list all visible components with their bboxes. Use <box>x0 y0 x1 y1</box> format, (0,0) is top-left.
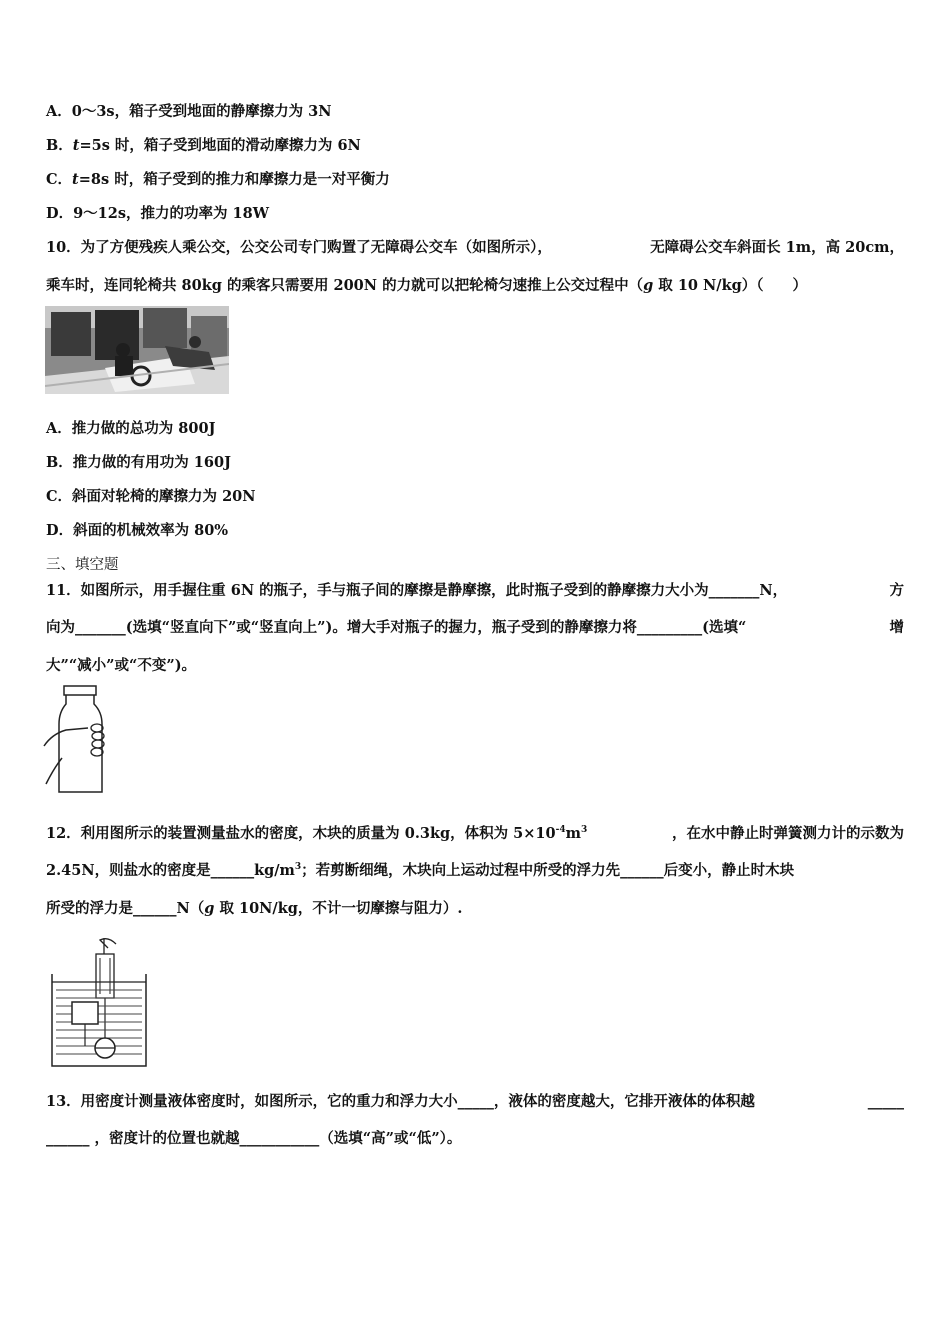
q12-stem-line1 <box>46 824 904 844</box>
q9-option-b-text: =5s 时，箱子受到地面的滑动摩擦力为 6N <box>79 137 361 154</box>
q12-stem-text-a: 12．利用图所示的装置测量盐水的密度，木块的质量为 0.3kg，体积为 5×10 <box>46 825 556 842</box>
q12-stem-line3-a: 所受的浮力是______N（ <box>46 900 205 917</box>
q9-option-c-text: =8s 时，箱子受到的推力和摩擦力是一对平衡力 <box>78 171 390 188</box>
q9-option-c-label: C． <box>46 171 73 188</box>
bottle-hand-figure <box>42 684 122 798</box>
q12-stem-line3-b: 取 10N/kg，不计一切摩擦与阻力）. <box>214 900 463 917</box>
bus-ramp-photo <box>45 306 229 394</box>
section-title: 三、填空题 <box>46 557 119 573</box>
q10-option-a: A．推力做的总功为 800J <box>46 420 216 437</box>
q10-option-d: D．斜面的机械效率为 80% <box>46 522 229 539</box>
q9-option-a: A．0～3s，箱子受到地面的静摩擦力为 3N <box>46 103 332 120</box>
q9-option-c-var: t <box>72 171 79 188</box>
q13-stem-line1-b: _____ <box>867 1093 904 1110</box>
q12-stem-line2 <box>46 861 794 881</box>
q11-stem-line1-a: 11．如图所示，用手握住重 6N 的瓶子，手与瓶子间的摩擦是静摩擦，此时瓶子受到的静摩擦力大小为_______N， <box>46 582 788 599</box>
q11-stem-line1-b: 方 <box>889 582 904 599</box>
q13-stem-line1-a: 13．用密度计测量液体密度时，如图所示，它的重力和浮力大小_____，液体的密度越大，它排开液体的体积越 <box>46 1093 755 1110</box>
q12-stem-var-g: g <box>204 900 215 917</box>
q12-exp-3: 3 <box>580 825 588 836</box>
q10-stem-line1 <box>46 238 904 258</box>
q12-unit-m: m <box>565 825 581 842</box>
q9-option-b-label: B． <box>46 137 73 154</box>
q10-option-c: C．斜面对轮椅的摩擦力为 20N <box>46 488 256 505</box>
q12-stem-line1-b: ，在水中静止时弹簧测力计的示数为 <box>672 825 904 842</box>
q10-option-b: B．推力做的有用功为 160J <box>46 454 231 471</box>
q9-option-b <box>46 136 361 156</box>
q11-stem-line2-a: 向为_______(选填“竖直向下”或“竖直向上”)。增大手对瓶子的握力，瓶子受到的静摩擦力将_________(选填“ <box>46 619 747 636</box>
q11-stem-line1 <box>46 581 904 601</box>
beaker-spring-scale-figure <box>46 934 152 1070</box>
q10-stem-line2 <box>46 276 807 296</box>
q12-stem-line2-b: ；若剪断细绳，木块向上运动过程中所受的浮力先______后变小，静止时木块 <box>301 862 795 879</box>
q12-stem-line2-a: 2.45N，则盐水的密度是______kg/m <box>46 862 295 879</box>
q12-line2-exp: 3 <box>294 862 302 873</box>
q12-stem-line1-a <box>46 824 587 844</box>
q12-stem-line3 <box>46 899 462 919</box>
q13-stem-line1 <box>46 1092 904 1112</box>
q10-stem-var-g: g <box>643 277 654 294</box>
q11-stem-line3: 大”“减小”或“不变”)。 <box>46 657 197 674</box>
q13-stem-line2: ______ ，密度计的位置也就越___________（选填“高”或“低”）。 <box>46 1130 462 1147</box>
q9-option-d: D．9～12s，推力的功率为 18W <box>46 205 270 222</box>
q11-stem-line2 <box>46 618 904 638</box>
q9-option-b-var: t <box>72 137 80 154</box>
q12-exp-neg4: -4 <box>555 825 566 836</box>
q10-stem-line2-b: 取 10 N/kg）（ ） <box>653 277 808 294</box>
q10-stem-line2-a: 乘车时，连同轮椅共 80kg 的乘客只需要用 200N 的力就可以把轮椅匀速推上公交过程中（ <box>46 277 644 294</box>
q10-stem-line1-b: 无障碍公交车斜面长 1m，高 20cm， <box>650 239 904 256</box>
q9-option-c <box>46 170 390 190</box>
q11-stem-line2-b: 增 <box>889 619 904 636</box>
q10-stem-line1-a: 10．为了方便残疾人乘公交，公交公司专门购置了无障碍公交车（如图所示）， <box>46 239 552 256</box>
